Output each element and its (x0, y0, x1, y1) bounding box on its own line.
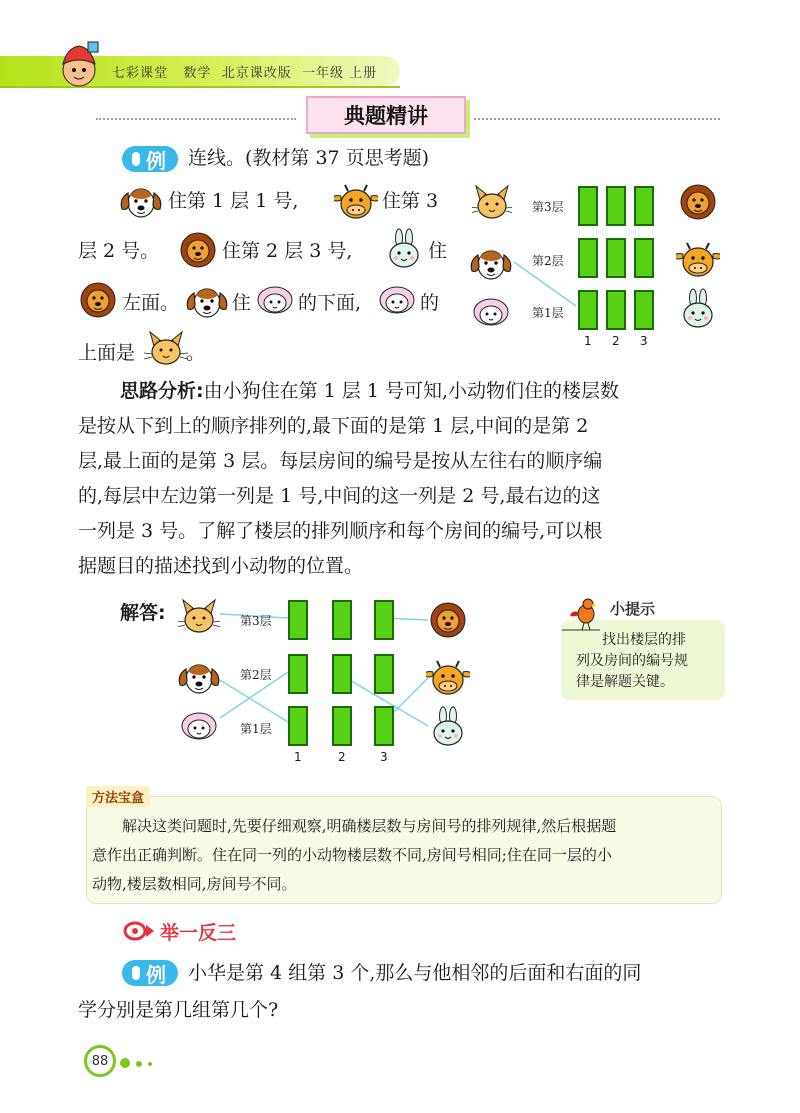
cat-icon (144, 326, 188, 370)
room-cell (606, 290, 626, 330)
column-number: 3 (380, 750, 388, 764)
room-cell (332, 654, 352, 694)
ex-line3-b: 住 (232, 292, 252, 314)
analysis-line-5: 一列是 3 号。了解了楼层的排列顺序和每个房间的编号,可以根 (78, 520, 603, 542)
room-cell (288, 600, 308, 640)
method-line: 解决这类问题时,先要仔细观察,明确楼层数与房间号的排列规律,然后根据题 (122, 817, 617, 835)
analysis-line-2: 是按从下到上的顺序排列的,最下面的是第 1 层,中间的是第 2 (78, 415, 589, 437)
room-cell (578, 290, 598, 330)
building-diagram-answer (176, 592, 476, 764)
analysis-label: 思路分析: (120, 380, 204, 402)
ex-line1-b: 住第 3 (382, 190, 439, 212)
example-badge-label: 例 (146, 148, 166, 173)
method-text (92, 812, 616, 899)
bird-icon (560, 596, 610, 632)
tip-line: 找出楼层的排 (602, 632, 686, 648)
decor-dot (120, 1058, 130, 1068)
practice-icon (122, 920, 156, 942)
dog-icon (178, 656, 220, 698)
cow-icon (676, 236, 720, 280)
method-line: 动物,楼层数相同,房间号不同。 (92, 875, 297, 893)
practice-line-2: 学分别是第几组第几个? (78, 999, 279, 1021)
cat-icon (178, 596, 220, 636)
room-cell (606, 238, 626, 278)
practice-title: 举一反三 (160, 922, 237, 944)
floor-label: 第3层 (240, 614, 272, 628)
ex-line3-c: 的下面, (298, 292, 362, 314)
sheep-icon (178, 708, 220, 744)
tip-text (576, 630, 688, 693)
tip-line: 列及房间的编号规 (576, 653, 688, 669)
example-heading: 连线。(教材第 37 页思考题) (188, 147, 430, 169)
analysis-text: 由小狗住在第 1 层 1 号可知,小动物们住的楼层数 (203, 380, 619, 402)
column-number: 2 (338, 750, 346, 764)
ex-line2-a: 层 2 号。 (78, 240, 160, 262)
practice-line-1: 小华是第 4 组第 3 个,那么与他相邻的后面和右面的同 (188, 962, 642, 984)
room-cell (578, 238, 598, 278)
ex-line2-b: 住第 2 层 3 号, (222, 240, 353, 262)
ex-line4-a: 上面是 (78, 342, 136, 364)
lion-icon (676, 180, 720, 224)
method-tag: 方法宝盒 (86, 786, 150, 807)
tip-line: 律是解题关键。 (576, 674, 674, 690)
room-cell (634, 238, 654, 278)
floor-label: 第3层 (532, 200, 564, 214)
cat-icon (472, 182, 512, 222)
room-cell (374, 654, 394, 694)
rabbit-icon (678, 284, 718, 332)
floor-label: 第2层 (532, 254, 564, 268)
room-cell (332, 706, 352, 746)
room-cell (606, 186, 626, 226)
dog-icon (186, 280, 228, 322)
ex-line3-a: 左面。 (122, 292, 180, 314)
answer-label: 解答: (120, 602, 166, 624)
cow-icon (334, 178, 378, 222)
room-cell (332, 600, 352, 640)
example-badge (122, 146, 178, 172)
room-cell (374, 600, 394, 640)
ex-line3-d: 的 (420, 292, 440, 314)
lion-icon (176, 228, 220, 272)
rabbit-icon (382, 224, 426, 272)
header-edition: 北京课改版 (221, 66, 292, 81)
ex-line1-a: 住第 1 层 1 号, (168, 190, 299, 212)
floor-label: 第1层 (532, 306, 564, 320)
floor-label: 第1层 (240, 722, 272, 736)
cow-icon (426, 654, 470, 698)
room-cell (288, 706, 308, 746)
ex-line2-c: 住 (428, 240, 448, 262)
analysis-line-3: 层,最上面的是第 3 层。每层房间的编号是按从左往右的顺序编 (78, 450, 603, 472)
decor-dot (136, 1061, 142, 1067)
decor-dot (148, 1062, 152, 1066)
dog-icon (120, 180, 162, 222)
divider-right (474, 118, 720, 120)
floor-label: 第2层 (240, 668, 272, 682)
room-cell (634, 186, 654, 226)
mascot-icon (54, 40, 104, 92)
sheep-icon (470, 294, 512, 330)
sheep-icon (376, 282, 418, 318)
header-grade: 一年级 上册 (301, 66, 378, 81)
dog-icon (470, 242, 512, 284)
room-cell (374, 706, 394, 746)
header-text (112, 62, 377, 81)
column-number: 1 (294, 750, 302, 764)
rabbit-icon (428, 700, 468, 750)
practice-badge-label: 例 (146, 962, 166, 987)
practice-badge (122, 960, 178, 986)
room-cell (288, 654, 308, 694)
column-number: 3 (640, 334, 648, 348)
analysis-line-1 (120, 374, 619, 409)
section-title: 典题精讲 (306, 96, 466, 134)
column-number: 1 (584, 334, 592, 348)
divider-left (96, 118, 296, 120)
room-cell (578, 186, 598, 226)
building-diagram-question (470, 176, 740, 352)
tip-title: 小提示 (610, 600, 656, 618)
header-series: 七彩课堂 (112, 66, 169, 81)
sheep-icon (254, 282, 296, 318)
column-number: 2 (612, 334, 620, 348)
lion-icon (426, 598, 470, 642)
analysis-line-4: 的,每层中左边第一列是 1 号,中间的这一列是 2 号,最右边的这 (78, 485, 601, 507)
room-cell (634, 290, 654, 330)
ex-line4-b: 。 (186, 342, 206, 364)
method-line: 意作出正确判断。住在同一列的小动物楼层数不同,房间号相同;住在同一层的小 (92, 846, 612, 864)
analysis-line-6: 据题目的描述找到小动物的位置。 (78, 555, 364, 577)
page-number: 88 (84, 1045, 116, 1077)
header-subject: 数学 (183, 66, 212, 81)
lion-icon (76, 278, 120, 322)
